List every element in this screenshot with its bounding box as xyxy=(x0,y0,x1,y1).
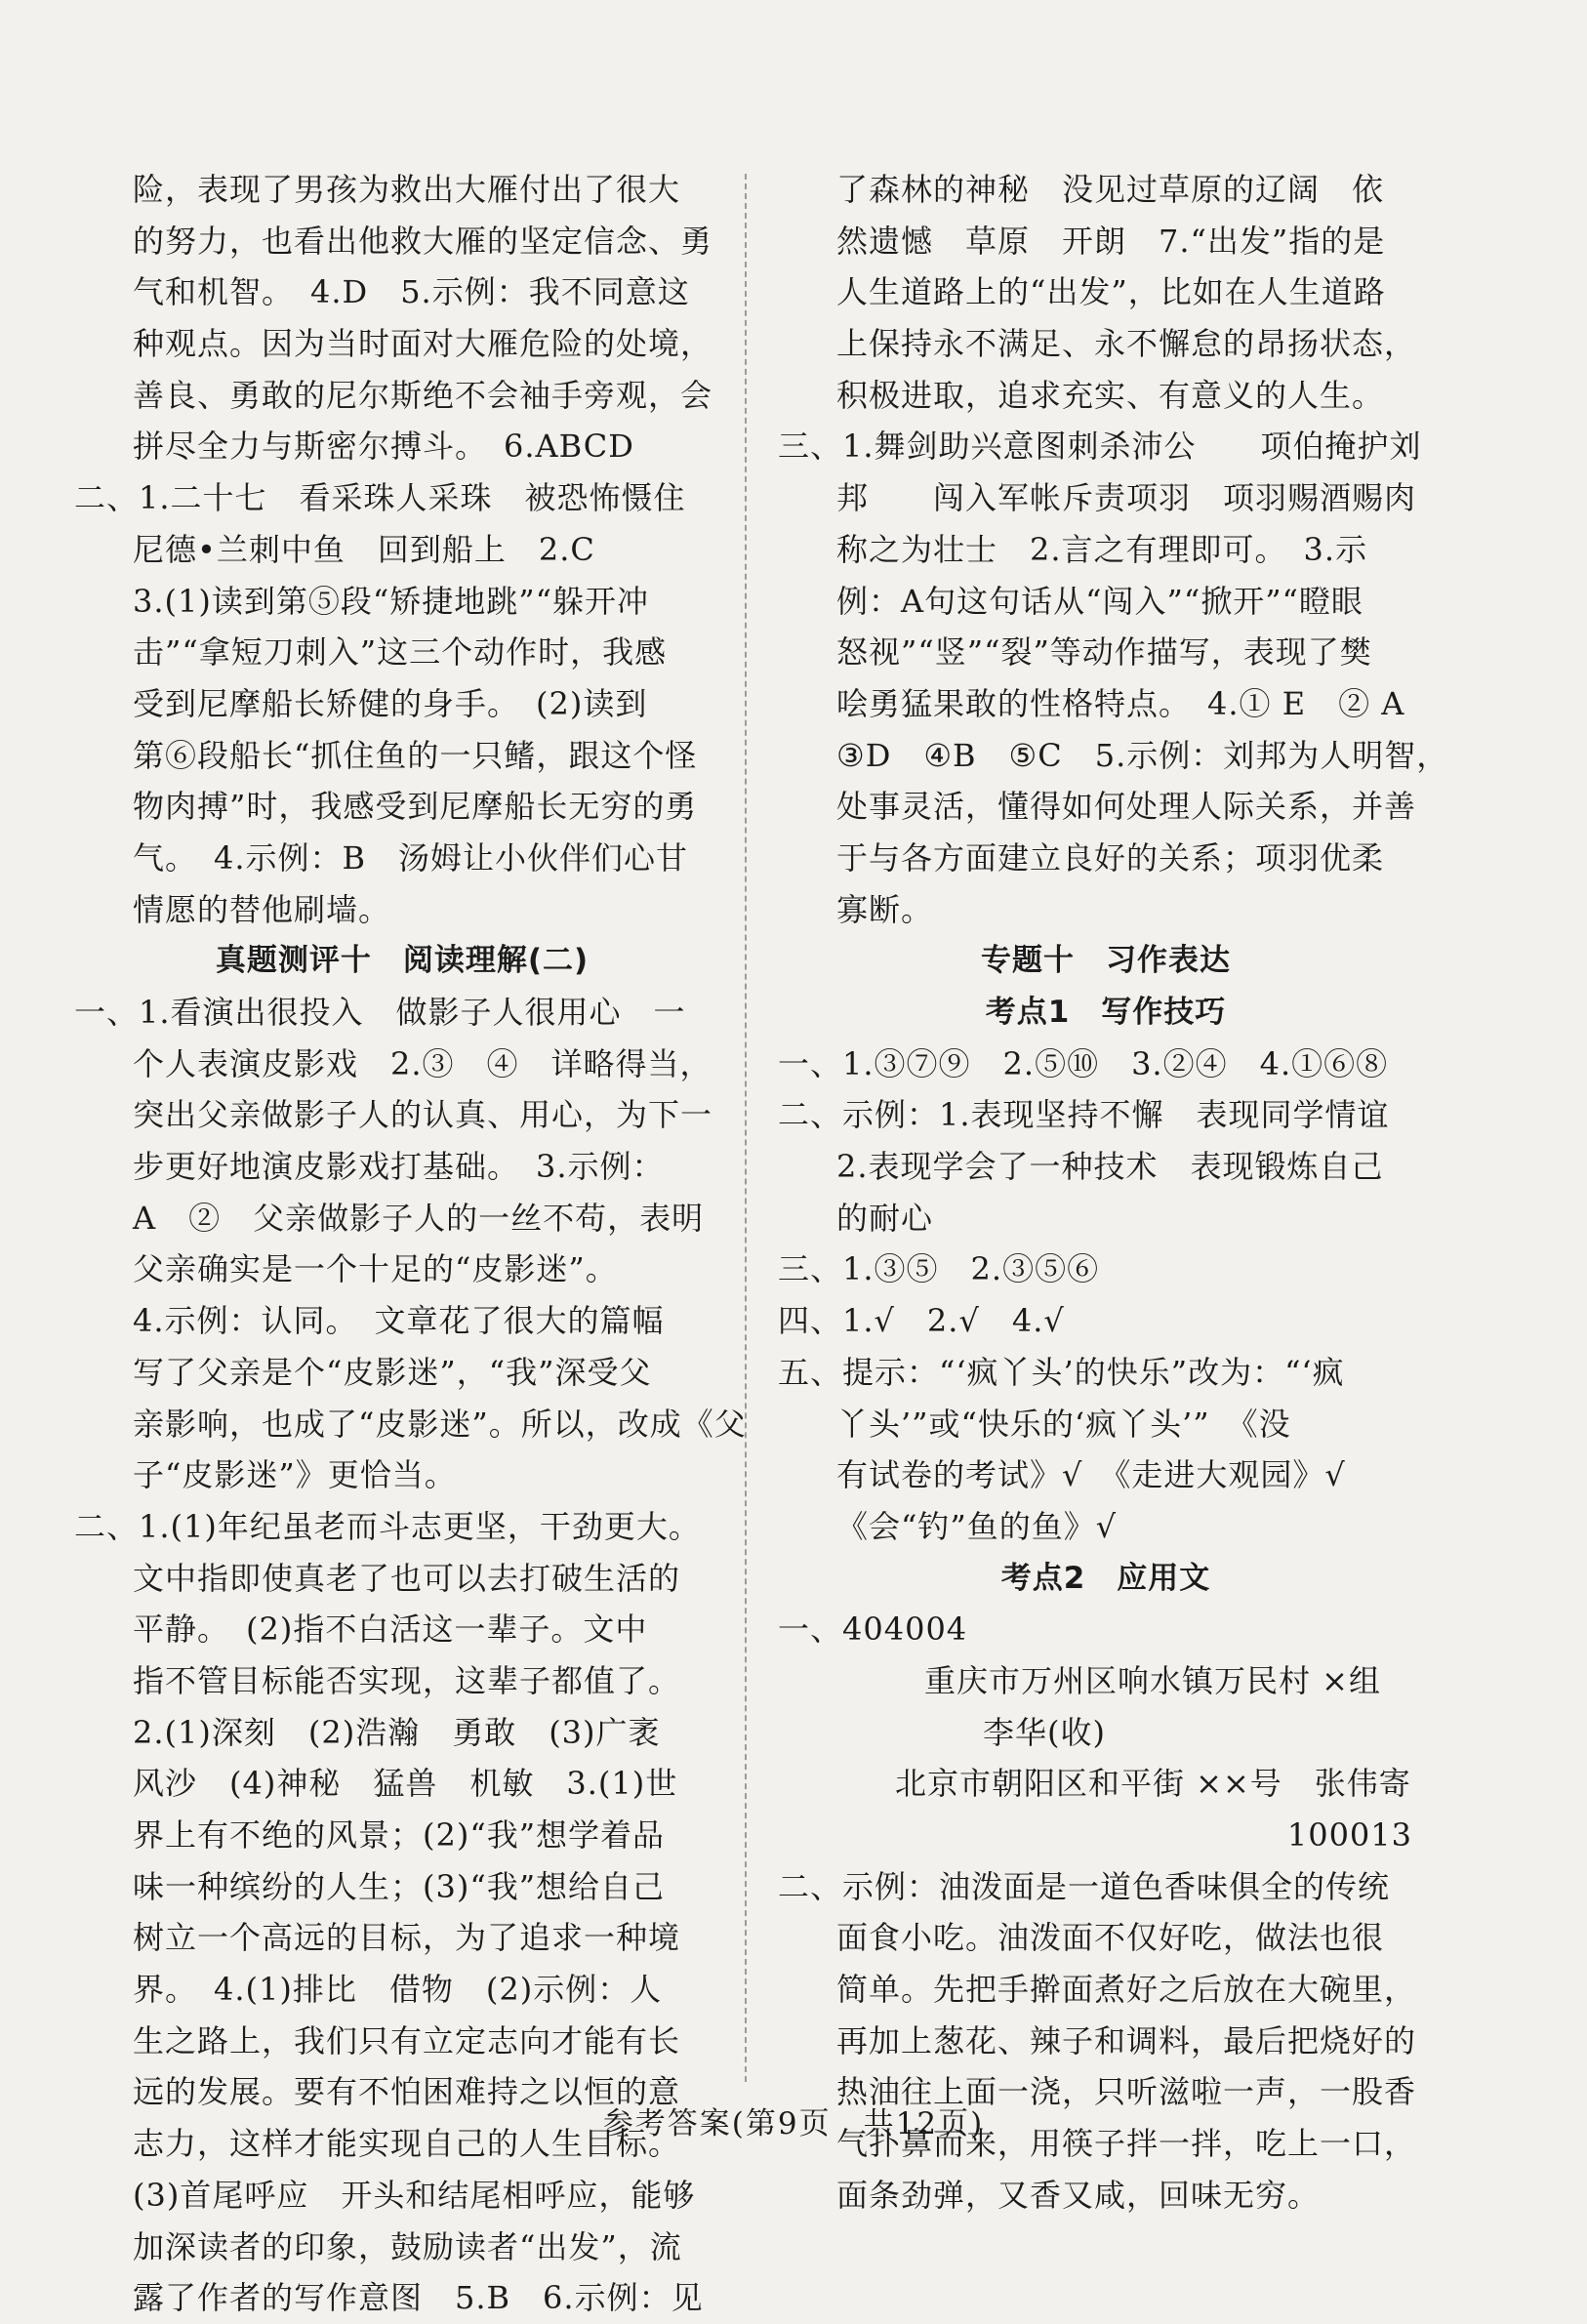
text-line: 然遗憾 草原 开朗 7.“出发”指的是 xyxy=(836,222,1386,260)
text-line: 面条劲弹，又香又咸，回味无穷。 xyxy=(836,2176,1321,2214)
text-line: 情愿的替他刷墙。 xyxy=(133,890,391,928)
section-heading: 真题测评十 阅读理解(二) xyxy=(215,943,590,979)
text-line: 界上有不绝的风景；(2)“我”想学着品 xyxy=(133,1816,666,1854)
text-line: 第⑥段船长“抓住鱼的一只鳍，跟这个怪 xyxy=(133,736,698,774)
text-line: 气。 4.示例：B 汤姆让小伙伴们心甘 xyxy=(133,838,689,877)
text-line: 加深读者的印象，鼓励读者“出发”，流 xyxy=(133,2227,682,2265)
text-line: 子“皮影迷”》更恰当。 xyxy=(133,1456,457,1494)
text-line: 二、1.(1)年纪虽老而斗志更坚，干劲更大。 xyxy=(74,1507,701,1545)
text-line: 四、1.√ 2.√ 4.√ xyxy=(778,1302,1065,1340)
text-line: 人生道路上的“出发”，比如在人生道路 xyxy=(836,273,1386,311)
text-line: 邦 闯入军帐斥责项羽 项羽赐酒赐肉 xyxy=(836,479,1417,517)
text-line: 怒视”“竖”“裂”等动作描写，表现了樊 xyxy=(836,633,1372,672)
section-heading: 考点2 应用文 xyxy=(1000,1560,1211,1596)
text-line: 生之路上，我们只有立定志向才能有长 xyxy=(133,2021,681,2059)
text-line: 露了作者的写作意图 5.B 6.示例：见 xyxy=(133,2279,704,2317)
text-line: 味一种缤纷的人生；(3)“我”想给自己 xyxy=(133,1867,666,1905)
text-line: 受到尼摩船长矫健的身手。 (2)读到 xyxy=(133,684,648,722)
text-line: 指不管目标能否实现，这辈子都值了。 xyxy=(133,1661,681,1699)
text-line: 父亲确实是一个十足的“皮影迷”。 xyxy=(133,1250,618,1288)
text-line: 的耐心 xyxy=(836,1199,934,1237)
text-line: 步更好地演皮影戏打基础。 3.示例： xyxy=(133,1148,665,1186)
text-line: 寡断。 xyxy=(836,890,934,928)
text-line: 险，表现了男孩为救出大雁付出了很大 xyxy=(133,171,681,208)
text-line: 有试卷的考试》√ 《走进大观园》√ xyxy=(836,1456,1346,1494)
text-line: 树立一个高远的目标，为了追求一种境 xyxy=(133,1919,681,1957)
text-line: 远的发展。要有不怕困难持之以恒的意 xyxy=(133,2073,681,2111)
text-line: 《会“钓”鱼的鱼》√ xyxy=(836,1507,1118,1545)
text-line: 简单。先把手擀面煮好之后放在大碗里， xyxy=(836,1971,1417,2009)
text-line: 2.表现学会了一种技术 表现锻炼自己 xyxy=(836,1148,1384,1186)
text-line: 的努力，也看出他救大雁的坚定信念、勇 xyxy=(133,222,713,260)
text-line: 3.(1)读到第⑤段“矫捷地跳”“躲开冲 xyxy=(133,582,649,620)
text-line: 2.(1)深刻 (2)浩瀚 勇敢 (3)广袤 xyxy=(133,1713,661,1751)
text-line: 于与各方面建立良好的关系；项羽优柔 xyxy=(836,838,1385,877)
text-line: 物肉搏”时，我感受到尼摩船长无穷的勇 xyxy=(133,788,698,826)
text-line: 种观点。因为当时面对大雁危险的处境， xyxy=(133,325,713,363)
text-line: 了森林的神秘 没见过草原的辽阔 依 xyxy=(836,171,1385,208)
text-line: 志力，这样才能实现自己的人生目标。 xyxy=(133,2125,681,2163)
text-line: 上保持永不满足、永不懈怠的昂扬状态， xyxy=(836,325,1417,363)
text-line: 一、1.看演出很投入 做影子人很用心 一 xyxy=(74,994,686,1031)
left-column xyxy=(74,164,747,2324)
text-line: 北京市朝阳区和平街 ××号 张伟寄 xyxy=(895,1765,1411,1803)
text-line: 风沙 (4)神秘 猛兽 机敏 3.(1)世 xyxy=(133,1765,678,1803)
column-divider xyxy=(745,174,747,2082)
text-line: 击”“拿短刀刺入”这三个动作时，我感 xyxy=(133,633,668,672)
text-line: 处事灵活，懂得如何处理人际关系，并善 xyxy=(836,788,1417,826)
text-line: 称之为壮士 2.言之有理即可。 3.示 xyxy=(836,530,1368,568)
text-line: 100013 xyxy=(1286,1816,1412,1854)
text-line: 哙勇猛果敢的性格特点。 4.① E ② A xyxy=(836,684,1405,722)
page-footer: 参考答案(第9页 共12页) xyxy=(602,2106,985,2141)
text-line: 界。 4.(1)排比 借物 (2)示例：人 xyxy=(133,1971,663,2009)
text-line: 4.示例：认同。 文章花了很大的篇幅 xyxy=(133,1302,665,1340)
text-line: 例：A句这句话从“闯入”“掀开”“瞪眼 xyxy=(836,582,1363,620)
text-line: 拼尽全力与斯密尔搏斗。 6.ABCD xyxy=(133,428,634,466)
text-line: 亲影响，也成了“皮影迷”。所以，改成《父 xyxy=(133,1405,747,1443)
text-line: 气和机智。 4.D 5.示例：我不同意这 xyxy=(133,273,690,311)
text-line: 二、示例：油泼面是一道色香味俱全的传统 xyxy=(778,1867,1391,1905)
text-line: 尼德•兰刺中鱼 回到船上 2.C xyxy=(133,530,595,568)
text-line: 三、1.舞剑助兴意图刺杀沛公 项伯掩护刘 xyxy=(778,428,1422,466)
text-line: (3)首尾呼应 开头和结尾相呼应，能够 xyxy=(133,2176,696,2214)
right-column xyxy=(778,164,1449,2222)
text-line: 丫头’”或“快乐的‘疯丫头’” 《没 xyxy=(836,1405,1291,1443)
text-line: 二、示例：1.表现坚持不懈 表现同学情谊 xyxy=(778,1096,1390,1134)
text-line: 文中指即使真老了也可以去打破生活的 xyxy=(133,1559,681,1597)
text-line: 二、1.二十七 看采珠人采珠 被恐怖慑住 xyxy=(74,479,686,517)
text-line: 积极进取，追求充实、有意义的人生。 xyxy=(836,376,1385,414)
text-line: 一、404004 xyxy=(778,1610,968,1649)
text-line: 热油往上面一浇，只听滋啦一声，一股香 xyxy=(836,2073,1417,2111)
text-line: 善良、勇敢的尼尔斯绝不会袖手旁观，会 xyxy=(133,376,713,414)
text-line: 一、1.③⑦⑨ 2.⑤⑩ 3.②④ 4.①⑥⑧ xyxy=(778,1044,1389,1082)
text-line: 突出父亲做影子人的认真、用心，为下一 xyxy=(133,1096,713,1134)
section-heading: 考点1 写作技巧 xyxy=(985,995,1227,1030)
text-line: ③D ④B ⑤C 5.示例：刘邦为人明智， xyxy=(836,736,1449,774)
text-line: A ② 父亲做影子人的一丝不苟，表明 xyxy=(133,1199,705,1237)
text-line: 重庆市万州区响水镇万民村 ×组 xyxy=(924,1661,1381,1699)
section-heading: 专题十 习作表达 xyxy=(981,943,1231,979)
text-line: 李华(收) xyxy=(983,1713,1106,1751)
text-line: 个人表演皮影戏 2.③ ④ 详略得当， xyxy=(133,1044,712,1082)
text-line: 气扑鼻而来，用筷子拌一拌，吃上一口， xyxy=(836,2125,1417,2163)
text-line: 五、提示：“‘疯丫头’的快乐”改为：“‘疯 xyxy=(778,1353,1345,1391)
text-line: 再加上葱花、辣子和调料，最后把烧好的 xyxy=(836,2021,1417,2059)
text-line: 面食小吃。油泼面不仅好吃，做法也很 xyxy=(836,1919,1385,1957)
text-line: 三、1.③⑤ 2.③⑤⑥ xyxy=(778,1250,1100,1288)
text-line: 写了父亲是个“皮影迷”，“我”深受父 xyxy=(133,1353,652,1391)
text-line: 平静。 (2)指不白活这一辈子。文中 xyxy=(133,1610,648,1649)
